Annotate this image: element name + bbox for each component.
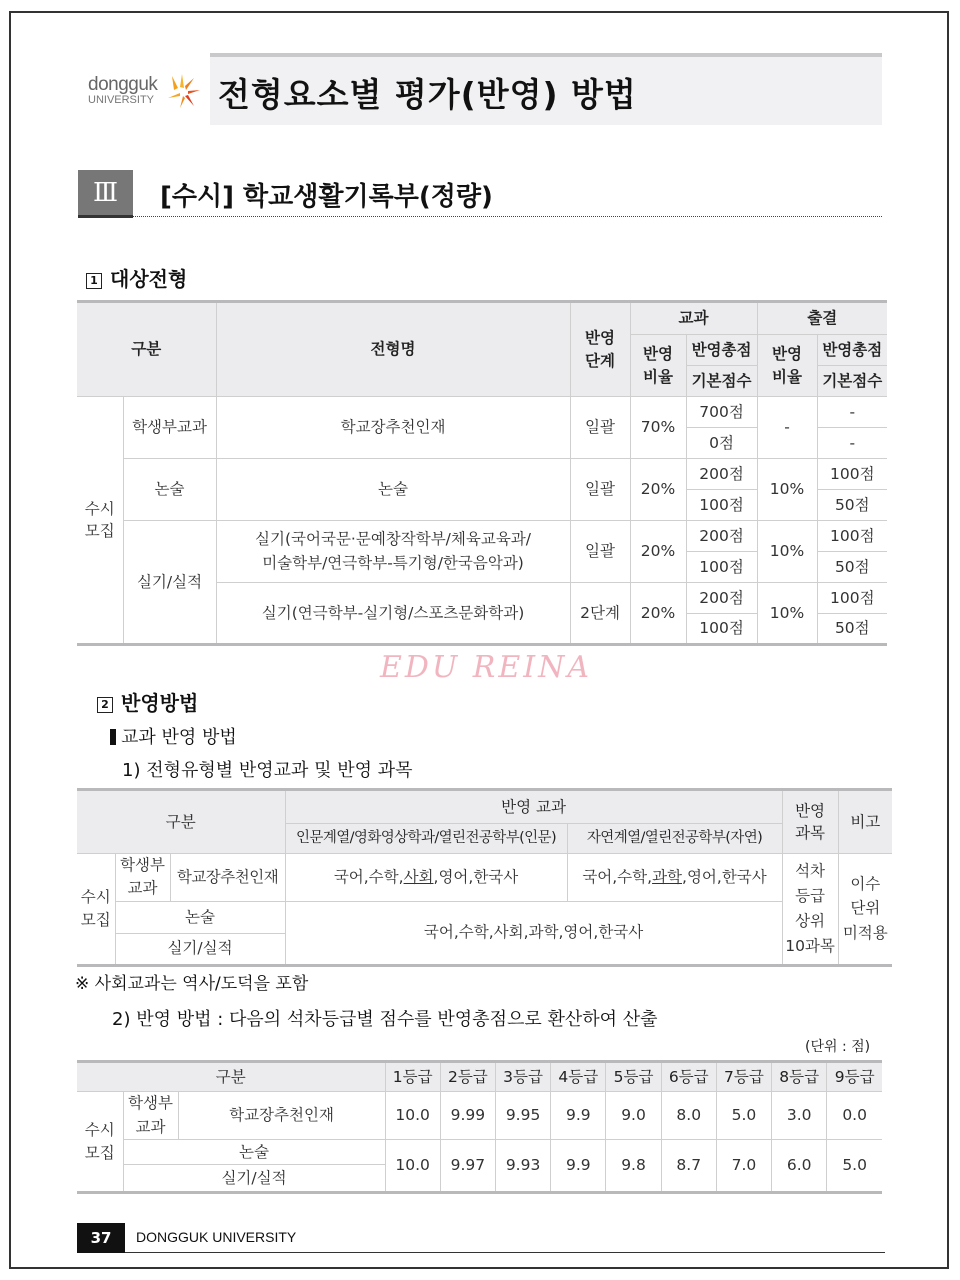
table-row bbox=[77, 459, 887, 490]
score-cell: 3.0 bbox=[772, 1092, 827, 1140]
section-title: [수시] 학교생활기록부(정량) bbox=[160, 182, 493, 212]
number-box: 2 bbox=[97, 697, 113, 713]
ratio-cell: 10% bbox=[757, 521, 817, 583]
natural-subjects bbox=[567, 854, 782, 902]
total-cell: - bbox=[817, 397, 887, 428]
page-title: 전형요소별 평가(반영) 방법 bbox=[218, 75, 637, 114]
ratio-cell: 20% bbox=[630, 521, 686, 583]
score-cell: 0.0 bbox=[827, 1092, 882, 1140]
base-cell: 50점 bbox=[817, 614, 887, 645]
footnote: ※ 사회교과는 역사/도덕을 포함 bbox=[75, 974, 309, 994]
score-cell: 5.0 bbox=[827, 1140, 882, 1193]
logo-text: dongguk bbox=[88, 74, 158, 95]
name-cell: 실기/실적 bbox=[115, 933, 285, 965]
text: 국어,수학, bbox=[582, 868, 653, 887]
name-cell: 논술 bbox=[115, 901, 285, 933]
header-total: 반영총점 bbox=[686, 335, 757, 366]
name-cell: 학교장추천인재 bbox=[216, 397, 570, 459]
total-cell: 100점 bbox=[817, 521, 887, 552]
table-row bbox=[77, 521, 887, 552]
subsection-2-heading bbox=[97, 687, 198, 716]
grade-score-table bbox=[77, 1060, 882, 1194]
base-cell: 100점 bbox=[686, 552, 757, 583]
base-cell: 0점 bbox=[686, 428, 757, 459]
score-cell: 9.9 bbox=[551, 1092, 606, 1140]
ratio-cell: - bbox=[757, 397, 817, 459]
subheading bbox=[110, 723, 237, 749]
category-cell: 학생부교과 bbox=[123, 397, 216, 459]
ratio-cell: 20% bbox=[630, 583, 686, 645]
score-cell: 6.0 bbox=[772, 1140, 827, 1193]
header-attendance: 출결 bbox=[757, 302, 887, 335]
item-2-heading: 2) 반영 방법 : 다음의 석차등급별 점수를 반영총점으로 환산하여 산출 bbox=[112, 1009, 658, 1030]
ratio-cell: 70% bbox=[630, 397, 686, 459]
category-cell: 논술 bbox=[123, 459, 216, 521]
stage-cell: 일괄 bbox=[570, 397, 630, 459]
stage-cell: 일괄 bbox=[570, 521, 630, 583]
score-cell: 9.9 bbox=[551, 1140, 606, 1193]
header-base: 기본점수 bbox=[817, 366, 887, 397]
unit-label: (단위 : 점) bbox=[805, 1039, 871, 1055]
common-subjects: 국어,수학,사회,과학,영어,한국사 bbox=[285, 901, 782, 965]
table-row bbox=[77, 854, 892, 902]
base-cell: 100점 bbox=[686, 490, 757, 521]
logo-flame-icon bbox=[164, 72, 204, 112]
target-admission-table bbox=[77, 300, 887, 646]
header-base: 기본점수 bbox=[686, 366, 757, 397]
subheading-text: 교과 반영 방법 bbox=[121, 727, 237, 748]
header-grade: 6등급 bbox=[661, 1062, 716, 1092]
page-number: 37 bbox=[77, 1223, 125, 1253]
header-grade: 4등급 bbox=[551, 1062, 606, 1092]
stage-cell: 일괄 bbox=[570, 459, 630, 521]
header-courses: 반영 과목 bbox=[782, 790, 838, 854]
section-divider bbox=[133, 216, 882, 217]
base-cell: 100점 bbox=[686, 614, 757, 645]
table-row bbox=[77, 397, 887, 428]
name-cell: 논술 bbox=[216, 459, 570, 521]
table-row bbox=[77, 901, 892, 933]
header-note: 비고 bbox=[838, 790, 892, 854]
name-cell: 실기/실적 bbox=[123, 1165, 385, 1193]
table-row bbox=[77, 1140, 882, 1165]
score-cell: 10.0 bbox=[385, 1140, 440, 1193]
header-gyogwa: 교과 bbox=[630, 302, 757, 335]
subjects-table bbox=[77, 788, 892, 967]
courses-cell: 석차 등급 상위 10과목 bbox=[782, 854, 838, 966]
header-total: 반영총점 bbox=[817, 335, 887, 366]
underlined-subject: 과학 bbox=[652, 868, 683, 887]
score-cell: 7.0 bbox=[716, 1140, 771, 1193]
ratio-cell: 20% bbox=[630, 459, 686, 521]
note-cell: 이수 단위 미적용 bbox=[838, 854, 892, 966]
subsection-1-heading bbox=[86, 263, 187, 292]
humanities-subjects bbox=[285, 854, 567, 902]
name-cell: 실기(연극학부-실기형/스포츠문화학과) bbox=[216, 583, 570, 645]
header-grade: 2등급 bbox=[440, 1062, 495, 1092]
total-cell: 700점 bbox=[686, 397, 757, 428]
bullet-bar bbox=[110, 729, 116, 745]
name-cell: 논술 bbox=[123, 1140, 385, 1165]
total-cell: 100점 bbox=[817, 459, 887, 490]
group-cell: 수시 모집 bbox=[77, 854, 115, 966]
name-cell: 학교장추천인재 bbox=[170, 854, 285, 902]
logo-subtext: UNIVERSITY bbox=[88, 94, 155, 106]
group-cell: 수시 모집 bbox=[77, 1092, 123, 1193]
name-cell: 실기(국어국문·문예창작학부/체육교육과/ 미술학부/연극학부-특기형/한국음악과) bbox=[216, 521, 570, 583]
header-grade: 5등급 bbox=[606, 1062, 661, 1092]
name-cell: 학교장추천인재 bbox=[178, 1092, 385, 1140]
number-box: 1 bbox=[86, 273, 102, 289]
base-cell: - bbox=[817, 428, 887, 459]
header-gubun: 구분 bbox=[77, 302, 216, 397]
dongguk-logo bbox=[86, 72, 206, 114]
score-cell: 9.99 bbox=[440, 1092, 495, 1140]
score-cell: 9.8 bbox=[606, 1140, 661, 1193]
header-grade: 1등급 bbox=[385, 1062, 440, 1092]
header-gubun: 구분 bbox=[77, 790, 285, 854]
score-cell: 9.0 bbox=[606, 1092, 661, 1140]
category-cell: 실기/실적 bbox=[123, 521, 216, 645]
header-subjects: 반영 교과 bbox=[285, 790, 782, 824]
header-grade: 7등급 bbox=[716, 1062, 771, 1092]
header-name: 전형명 bbox=[216, 302, 570, 397]
ratio-cell: 10% bbox=[757, 583, 817, 645]
footer-text: DONGGUK UNIVERSITY bbox=[136, 1229, 297, 1245]
subsection-title: 대상전형 bbox=[110, 267, 188, 291]
text: 국어,수학, bbox=[333, 868, 404, 887]
ratio-cell: 10% bbox=[757, 459, 817, 521]
watermark: EDU REINA bbox=[380, 650, 593, 685]
table-row bbox=[77, 1092, 882, 1140]
text: ,영어,한국사 bbox=[682, 868, 767, 887]
underlined-subject: 사회 bbox=[403, 868, 434, 887]
header-stage: 반영 단계 bbox=[570, 302, 630, 397]
total-cell: 200점 bbox=[686, 521, 757, 552]
header-ratio: 반영 비율 bbox=[630, 335, 686, 397]
header-grade: 3등급 bbox=[495, 1062, 550, 1092]
score-cell: 9.95 bbox=[495, 1092, 550, 1140]
score-cell: 9.93 bbox=[495, 1140, 550, 1193]
footer-divider bbox=[125, 1252, 885, 1253]
header-grade: 9등급 bbox=[827, 1062, 882, 1092]
group-cell: 수시 모집 bbox=[77, 397, 123, 645]
base-cell: 50점 bbox=[817, 490, 887, 521]
stage-cell: 2단계 bbox=[570, 583, 630, 645]
section-number: Ⅲ bbox=[78, 170, 133, 218]
score-cell: 9.97 bbox=[440, 1140, 495, 1193]
total-cell: 100점 bbox=[817, 583, 887, 614]
total-cell: 200점 bbox=[686, 459, 757, 490]
header-natural: 자연계열/열린전공학부(자연) bbox=[567, 824, 782, 854]
header-ratio: 반영 비율 bbox=[757, 335, 817, 397]
category-cell: 학생부 교과 bbox=[115, 854, 170, 902]
header-grade: 8등급 bbox=[772, 1062, 827, 1092]
header-humanities: 인문계열/영화영상학과/열린전공학부(인문) bbox=[285, 824, 567, 854]
total-cell: 200점 bbox=[686, 583, 757, 614]
item-1-heading: 1) 전형유형별 반영교과 및 반영 과목 bbox=[122, 760, 413, 781]
page-title-bar bbox=[210, 53, 882, 125]
score-cell: 8.7 bbox=[661, 1140, 716, 1193]
category-cell: 학생부 교과 bbox=[123, 1092, 178, 1140]
base-cell: 50점 bbox=[817, 552, 887, 583]
score-cell: 5.0 bbox=[716, 1092, 771, 1140]
text: ,영어,한국사 bbox=[433, 868, 519, 887]
score-cell: 8.0 bbox=[661, 1092, 716, 1140]
score-cell: 10.0 bbox=[385, 1092, 440, 1140]
subsection-title: 반영방법 bbox=[121, 691, 199, 715]
header-gubun: 구분 bbox=[77, 1062, 385, 1092]
